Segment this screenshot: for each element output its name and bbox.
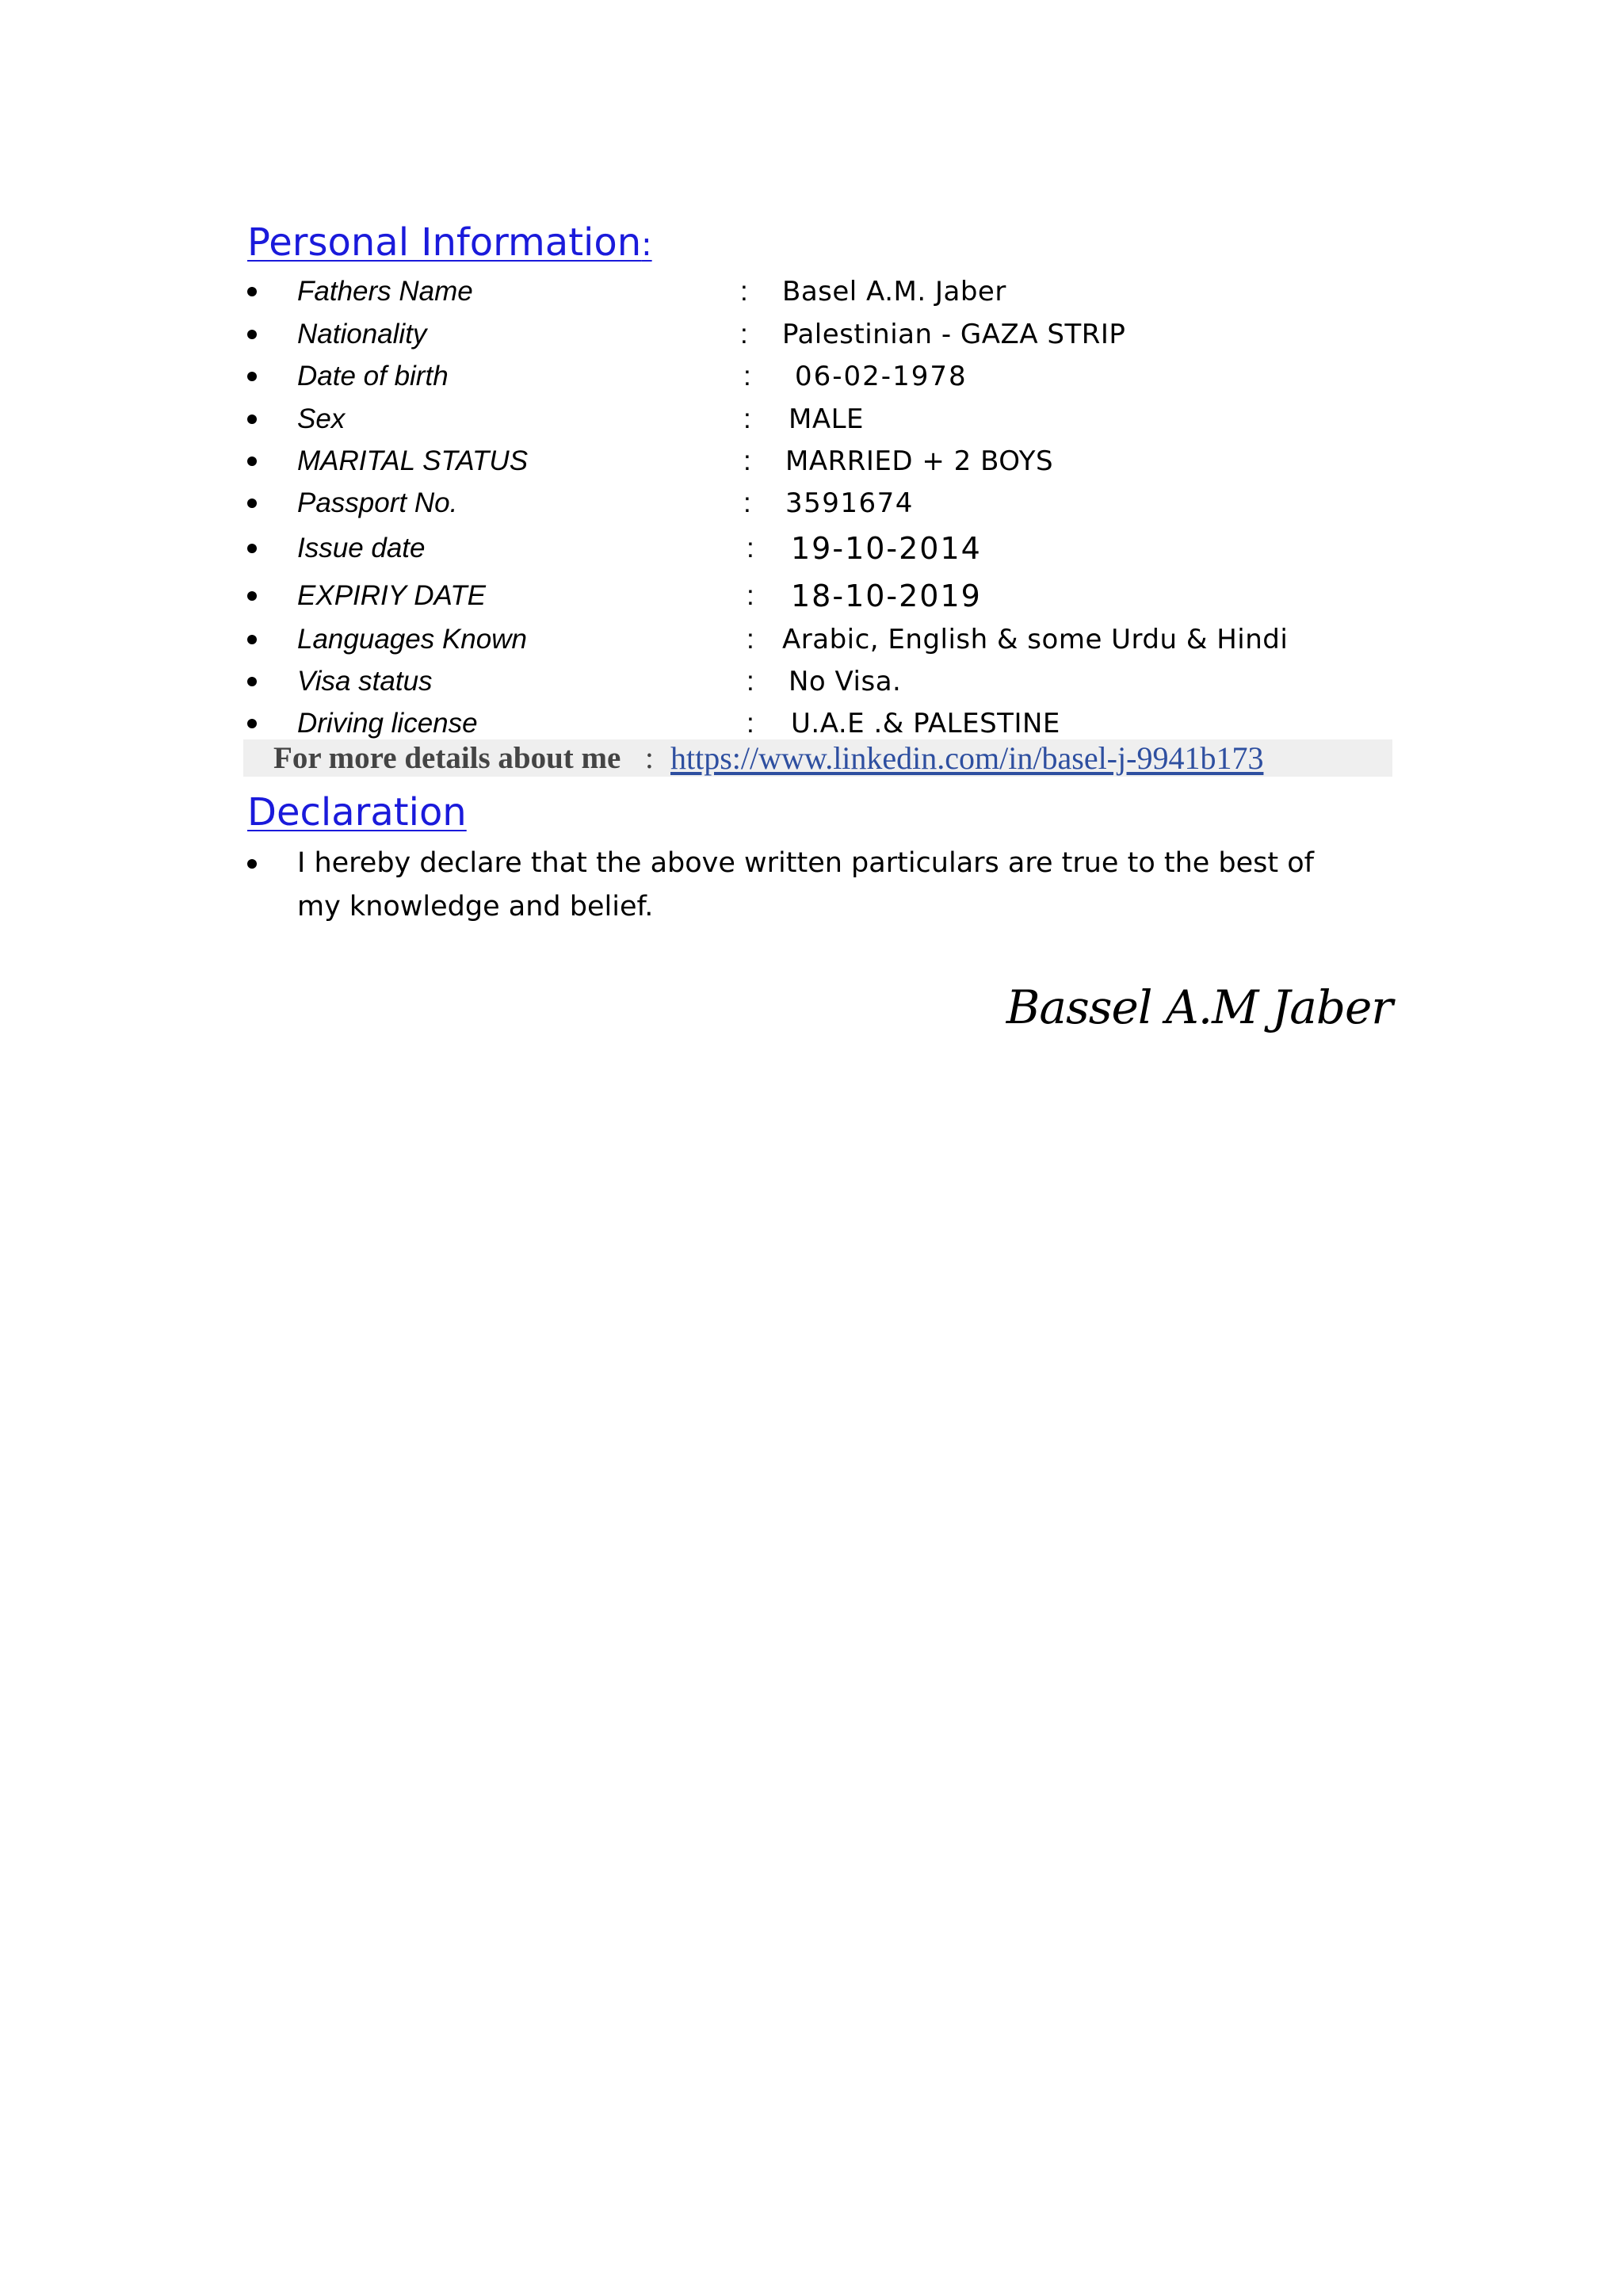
declaration-heading: Declaration xyxy=(247,790,467,835)
info-value: MARRIED + 2 BOYS xyxy=(785,445,1054,477)
bullet-icon xyxy=(247,330,257,339)
info-separator: : xyxy=(743,445,751,476)
info-value: 19-10-2014 xyxy=(791,531,982,566)
bullet-icon xyxy=(247,635,257,644)
info-label: Issue date xyxy=(297,533,426,563)
bullet-icon xyxy=(247,372,257,381)
info-separator: : xyxy=(740,276,748,307)
info-separator: : xyxy=(743,487,751,518)
personal-information-heading-text: Personal Information xyxy=(247,220,642,265)
bullet-icon xyxy=(247,415,257,424)
info-value: U.A.E .& PALESTINE xyxy=(791,708,1060,739)
info-separator: : xyxy=(747,580,754,611)
info-separator: : xyxy=(747,533,754,563)
info-value: 06-02-1978 xyxy=(795,361,968,392)
info-label: Driving license xyxy=(297,708,478,739)
info-label: Passport No. xyxy=(297,487,458,518)
info-row-nationality xyxy=(0,315,1623,357)
info-row-sex xyxy=(0,400,1623,441)
info-row-fathers-name xyxy=(0,273,1623,314)
linkedin-link[interactable]: https://www.linkedin.com/in/basel-j-9941b173 xyxy=(670,740,1264,776)
info-separator: : xyxy=(743,403,751,434)
bullet-icon xyxy=(247,499,257,508)
info-row-marital-status xyxy=(0,442,1623,483)
more-details-separator: : xyxy=(645,741,654,775)
info-separator: : xyxy=(740,319,748,350)
info-value: 18-10-2019 xyxy=(791,579,982,613)
info-row-passport-no xyxy=(0,484,1623,525)
info-row-visa-status xyxy=(0,663,1623,704)
bullet-icon xyxy=(247,457,257,466)
bullet-icon xyxy=(247,544,257,553)
personal-information-heading xyxy=(247,220,652,265)
bullet-icon xyxy=(247,719,257,728)
info-separator: : xyxy=(747,624,754,655)
bullet-icon xyxy=(247,677,257,686)
info-label: Sex xyxy=(297,403,346,434)
info-row-issue-date xyxy=(0,529,1623,571)
info-row-languages-known xyxy=(0,621,1623,662)
info-value: MALE xyxy=(789,403,865,435)
info-row-expiry-date xyxy=(0,577,1623,618)
more-details-bar xyxy=(243,739,1392,777)
info-label: Visa status xyxy=(297,666,433,697)
personal-information-heading-colon: : xyxy=(641,227,652,263)
declaration-text: I hereby declare that the above written particulars are true to the best of my knowledge and belief. xyxy=(297,847,1314,923)
info-separator: : xyxy=(747,666,754,697)
info-value: Palestinian - GAZA STRIP xyxy=(782,319,1126,350)
info-label: Fathers Name xyxy=(297,276,473,307)
info-separator: : xyxy=(743,361,751,392)
more-details-label: For more details about me xyxy=(273,741,621,775)
bullet-icon xyxy=(247,287,257,296)
info-value: 3591674 xyxy=(785,487,914,519)
info-row-date-of-birth xyxy=(0,357,1623,399)
info-label: Nationality xyxy=(297,319,427,350)
info-value: No Visa. xyxy=(789,666,902,697)
info-label: EXPIRIY DATE xyxy=(297,580,486,611)
info-label: Date of birth xyxy=(297,361,449,392)
info-separator: : xyxy=(747,708,754,739)
info-label: Languages Known xyxy=(297,624,527,655)
bullet-icon xyxy=(247,859,257,869)
info-value: Arabic, English & some Urdu & Hindi xyxy=(782,624,1289,655)
info-label: MARITAL STATUS xyxy=(297,445,529,476)
bullet-icon xyxy=(247,591,257,601)
info-value: Basel A.M. Jaber xyxy=(782,276,1006,308)
signature: Bassel A.M Jaber xyxy=(1006,980,1392,1034)
